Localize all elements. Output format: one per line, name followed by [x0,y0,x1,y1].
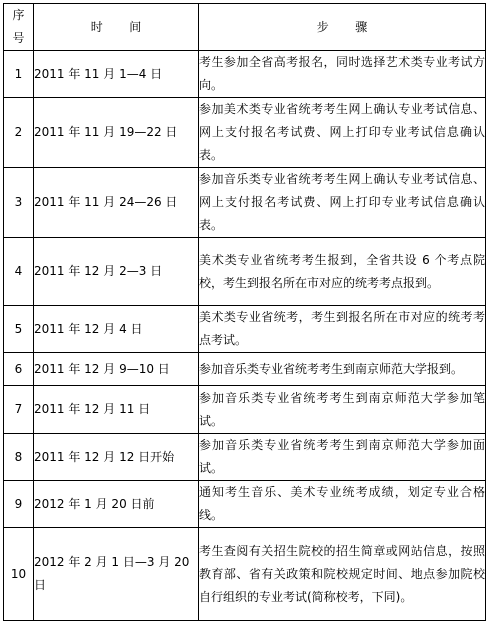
row-step: 参加音乐类专业省统考考生网上确认专业考试信息、网上支付报名考试费、网上打印专业考试信息确认表。 [199,168,486,238]
row-number: 3 [4,168,34,238]
row-number: 5 [4,306,34,353]
row-number: 9 [4,481,34,528]
row-step: 美术类专业省统考考生报到，全省共设 6 个考点院校，考生到报名所在市对应的统考考点报到。 [199,238,486,306]
table-row [4,434,486,481]
row-number: 8 [4,434,34,481]
table-row [4,98,486,168]
table-row [4,238,486,306]
row-time: 2011 年 11 月 19—22 日 [34,98,199,168]
header-steps-char1: 步 [316,19,329,34]
row-step: 美术类专业省统考，考生到报名所在市对应的统考考点考试。 [199,306,486,353]
row-step: 参加美术类专业省统考考生网上确认专业考试信息、网上支付报名考试费、网上打印专业考试信息确认表。 [199,98,486,168]
row-number: 2 [4,98,34,168]
row-number: 4 [4,238,34,306]
row-time: 2011 年 12 月 2—3 日 [34,238,199,306]
header-time-char1: 时 [90,19,103,34]
header-steps-char2: 骤 [355,19,368,34]
row-step: 参加音乐类专业省统考考生到南京师范大学参加面试。 [199,434,486,481]
row-number: 10 [4,528,34,621]
row-time: 2011 年 12 月 11 日 [34,386,199,434]
table-row [4,353,486,386]
row-number: 1 [4,51,34,98]
row-step: 参加音乐类专业省统考考生到南京师范大学参加笔试。 [199,386,486,434]
table-row [4,306,486,353]
schedule-table [3,3,486,621]
row-time: 2011 年 12 月 12 日开始 [34,434,199,481]
header-row [4,4,486,51]
header-number-line2: 号 [12,31,25,45]
row-step: 考生参加全省高考报名，同时选择艺术类专业考试方向。 [199,51,486,98]
header-steps [199,4,486,51]
row-time: 2012 年 1 月 20 日前 [34,481,199,528]
table-row [4,386,486,434]
row-step: 参加音乐类专业省统考考生到南京师范大学报到。 [199,353,486,386]
table-row [4,168,486,238]
row-step: 通知考生音乐、美术专业统考成绩，划定专业合格线。 [199,481,486,528]
table-row [4,481,486,528]
row-time: 2011 年 12 月 4 日 [34,306,199,353]
row-step: 考生查阅有关招生院校的招生简章或网站信息，按照教育部、省有关政策和院校规定时间、地点参加院校自行组织的专业考试(简称校考，下同)。 [199,528,486,621]
row-time: 2011 年 12 月 9—10 日 [34,353,199,386]
table-row [4,528,486,621]
header-number-line1: 序 [12,8,25,22]
header-time-char2: 间 [129,19,142,34]
row-time: 2011 年 11 月 24—26 日 [34,168,199,238]
row-time: 2011 年 11 月 1—4 日 [34,51,199,98]
header-time [34,4,199,51]
header-number [4,4,34,51]
row-time: 2012 年 2 月 1 日—3 月 20 日 [34,528,199,621]
row-number: 6 [4,353,34,386]
table-row [4,51,486,98]
row-number: 7 [4,386,34,434]
